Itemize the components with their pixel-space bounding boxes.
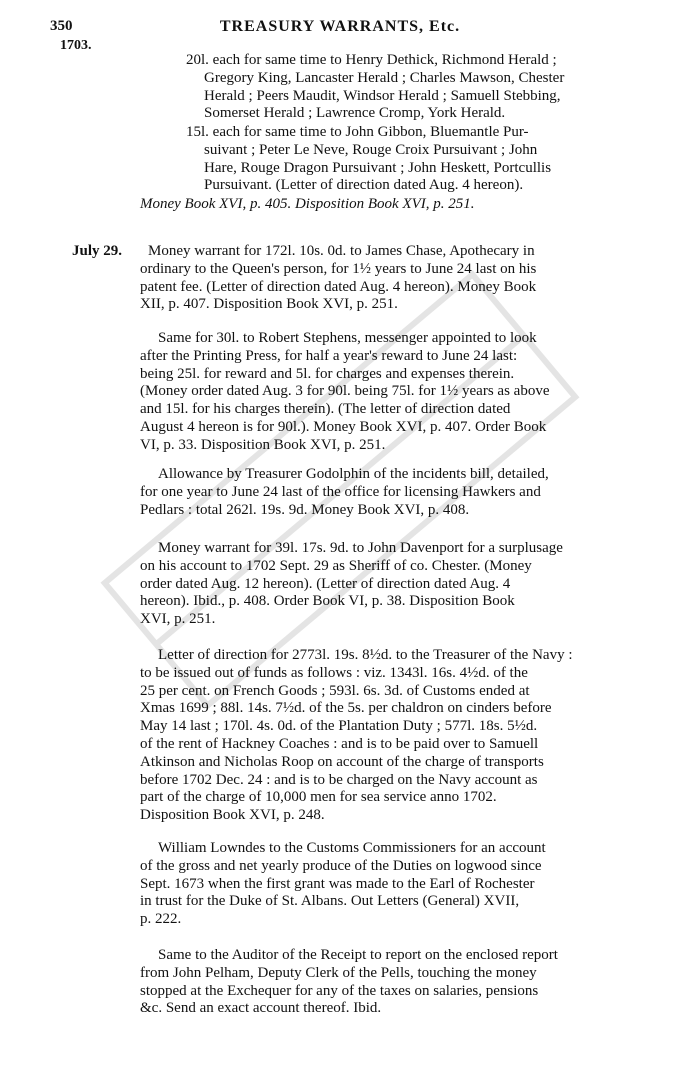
- paragraph-pelham: [140, 947, 558, 1018]
- line: Sept. 1673 when the first grant was made to the Earl of Rochester: [140, 875, 535, 892]
- line: of the gross and net yearly produce of the Duties on logwood since: [140, 857, 542, 874]
- paragraph-logwood: [140, 840, 546, 929]
- line: Hare, Rouge Dragon Pursuivant ; John Heskett, Portcullis: [204, 159, 552, 176]
- paragraph-pursuivants: [186, 124, 551, 195]
- paragraph-stephens: [140, 330, 550, 455]
- line: suivant ; Peter Le Neve, Rouge Croix Pursuivant ; John: [204, 141, 538, 158]
- line: May 14 last ; 170l. 4s. 0d. of the Plantation Duty ; 577l. 18s. 5½d.: [140, 718, 538, 735]
- line: for one year to June 24 last of the office for licensing Hawkers and: [140, 483, 541, 500]
- line: on his account to 1702 Sept. 29 as Sheriff of co. Chester. (Money: [140, 557, 532, 574]
- line: and 15l. for his charges therein). (The letter of direction dated: [140, 401, 511, 418]
- line: William Lowndes to the Customs Commissioners for an account: [158, 840, 546, 856]
- paragraph-navy: [140, 647, 573, 825]
- line: Xmas 1699 ; 88l. 14s. 7½d. of the 5s. per chaldron on cinders before: [140, 700, 552, 717]
- line: in trust for the Duke of St. Albans. Out Letters (General) XVII,: [140, 893, 520, 910]
- line: 25 per cent. on French Goods ; 593l. 6s. 3d. of Customs ended at: [140, 682, 530, 699]
- line: August 4 hereon is for 90l.). Money Book XVI, p. 407. Order Book: [140, 418, 547, 435]
- line: Atkinson and Nicholas Roop on account of the charge of transports: [140, 753, 544, 770]
- line: VI, p. 33. Disposition Book XVI, p. 251.: [140, 436, 386, 453]
- paragraph-hawkers: [140, 466, 549, 519]
- paragraph-chase: [140, 243, 537, 314]
- line: order dated Aug. 12 hereon). (Letter of direction dated Aug. 4: [140, 575, 511, 592]
- line: XII, p. 407. Disposition Book XVI, p. 251.: [140, 296, 398, 313]
- line: Same for 30l. to Robert Stephens, messenger appointed to look: [158, 330, 537, 346]
- margin-year: 1703.: [60, 38, 92, 53]
- line: Same to the Auditor of the Receipt to report on the enclosed report: [158, 947, 558, 963]
- line: to be issued out of funds as follows : viz. 1343l. 16s. 4½d. of the: [140, 664, 528, 681]
- line: (Money order dated Aug. 3 for 90l. being 75l. for 1½ years as above: [140, 383, 550, 400]
- paragraph-heralds: [186, 52, 564, 123]
- line: &c. Send an exact account thereof. Ibid.: [140, 1000, 382, 1017]
- line: p. 222.: [140, 911, 182, 928]
- line: Disposition Book XVI, p. 248.: [140, 807, 325, 824]
- running-title: TREASURY WARRANTS, Etc.: [219, 18, 461, 35]
- line: Pursuivant. (Letter of direction dated Aug. 4 hereon).: [204, 177, 524, 194]
- line: Letter of direction for 2773l. 19s. 8½d. to the Treasurer of the Navy :: [158, 647, 573, 663]
- line: ordinary to the Queen's person, for 1½ years to June 24 last on his: [140, 260, 537, 277]
- line: patent fee. (Letter of direction dated Aug. 4 hereon). Money Book: [140, 278, 537, 295]
- line: Allowance by Treasurer Godolphin of the incidents bill, detailed,: [158, 466, 549, 482]
- page-number: 350: [50, 18, 73, 34]
- paragraph-davenport: [140, 540, 563, 629]
- line: XVI, p. 251.: [140, 611, 216, 628]
- line: of the rent of Hackney Coaches : and is to be paid over to Samuell: [140, 735, 539, 752]
- line: from John Pelham, Deputy Clerk of the Pells, touching the money: [140, 964, 537, 981]
- line: part of the charge of 10,000 men for sea service anno 1702.: [140, 789, 497, 806]
- line: Money warrant for 39l. 17s. 9d. to John Davenport for a surplusage: [158, 540, 563, 556]
- line: Money Book XVI, p. 405. Disposition Book XVI, p. 251.: [140, 196, 475, 212]
- line: 20l. each for same time to Henry Dethick, Richmond Herald ;: [186, 52, 557, 68]
- line: Money warrant for 172l. 10s. 0d. to James Chase, Apothecary in: [148, 243, 535, 259]
- line: after the Printing Press, for half a year's reward to June 24 last:: [140, 347, 518, 364]
- line: Herald ; Peers Maudit, Windsor Herald ; Samuell Stebbing,: [204, 87, 561, 104]
- line: 15l. each for same time to John Gibbon, Bluemantle Pur-: [186, 124, 529, 140]
- line: being 25l. for reward and 5l. for charges and expenses therein.: [140, 365, 515, 382]
- line: Gregory King, Lancaster Herald ; Charles Mawson, Chester: [204, 69, 565, 86]
- line: Somerset Herald ; Lawrence Cromp, York Herald.: [204, 105, 506, 122]
- line: stopped at the Exchequer for any of the taxes on salaries, pensions: [140, 982, 539, 999]
- line: Pedlars : total 262l. 19s. 9d. Money Book XVI, p. 408.: [140, 501, 470, 518]
- line: hereon). Ibid., p. 408. Order Book VI, p. 38. Disposition Book: [140, 593, 515, 610]
- line: before 1702 Dec. 24 : and is to be charged on the Navy account as: [140, 771, 538, 788]
- entry-date: July 29.: [72, 243, 123, 259]
- reference-pursuivants: [140, 196, 475, 214]
